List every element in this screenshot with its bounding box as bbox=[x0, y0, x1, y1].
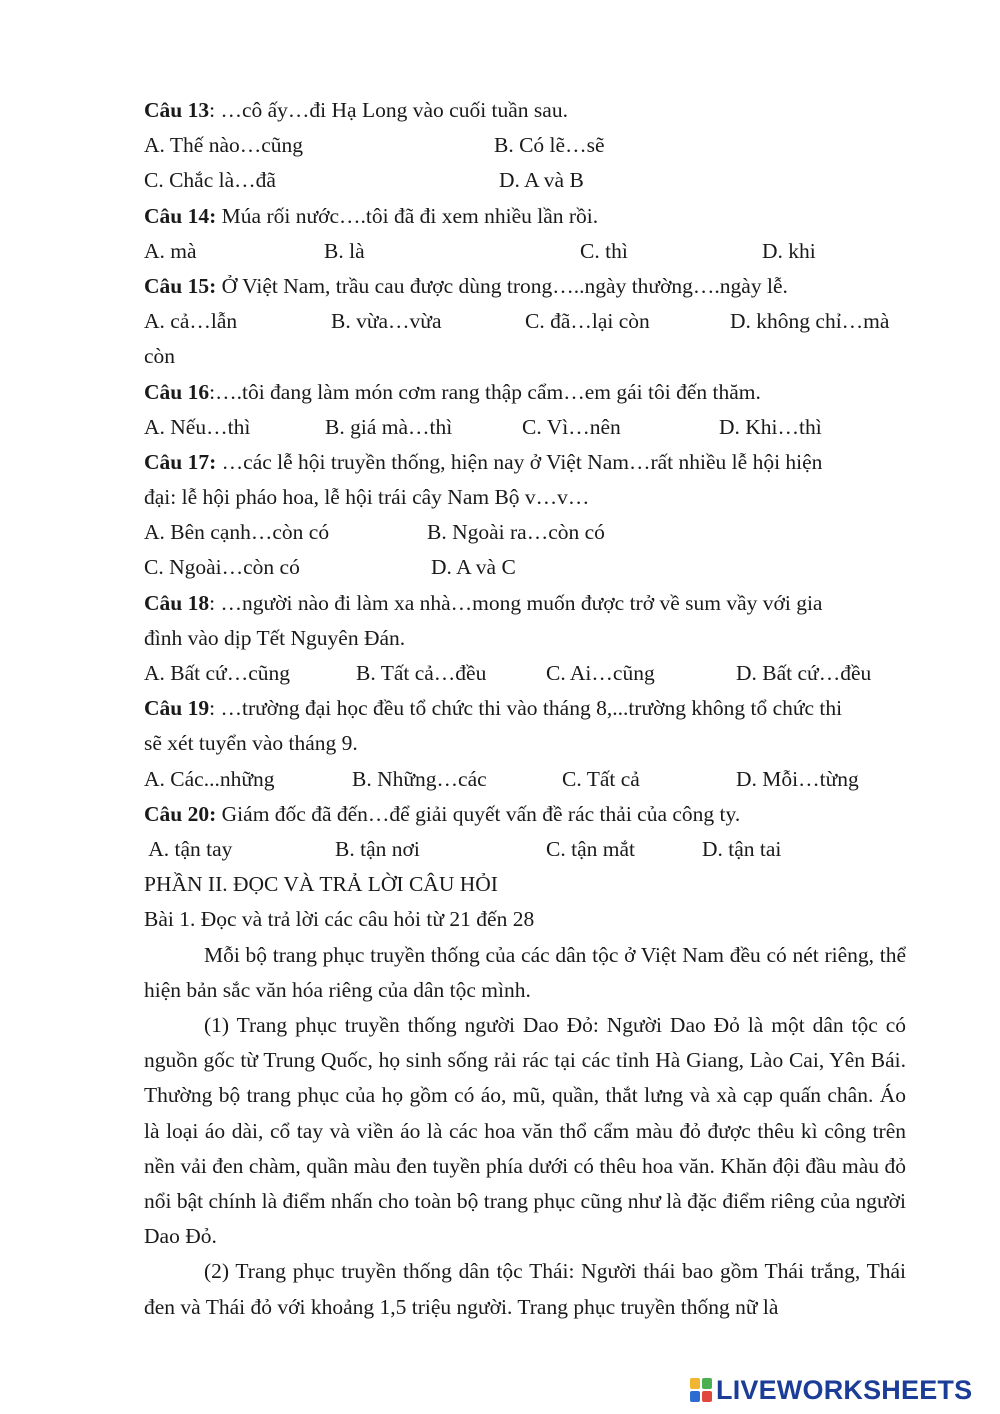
question-number: Câu 20: bbox=[144, 801, 217, 826]
option-b[interactable]: B. Ngoài ra…còn có bbox=[427, 520, 605, 545]
option-b[interactable]: B. là bbox=[324, 238, 365, 263]
option-a[interactable]: A. mà bbox=[144, 238, 197, 263]
option-c[interactable]: C. Tất cả bbox=[562, 766, 640, 791]
question-19: Câu 19: …trường đại học đều tổ chức thi vào tháng 8,...trường không tổ chức thi bbox=[144, 696, 843, 721]
question-text: …cô ấy…đi Hạ Long vào cuối tuần sau. bbox=[215, 98, 568, 122]
option-c[interactable]: C. Chắc là…đã bbox=[144, 168, 276, 193]
exercise-title: Bài 1. Đọc và trả lời các câu hỏi từ 21 đến 28 bbox=[144, 907, 535, 932]
option-b[interactable]: B. giá mà…thì bbox=[325, 414, 453, 439]
options-row bbox=[144, 762, 906, 797]
question-number: Câu 13 bbox=[144, 98, 210, 122]
option-a[interactable]: A. tận tay bbox=[144, 836, 233, 861]
question-text: …người nào đi làm xa nhà…mong muốn được trở về sum vầy với gia bbox=[215, 590, 823, 615]
question-16: Câu 16:….tôi đang làm món cơm rang thập cẩm…em gái tôi đến thăm. bbox=[144, 379, 761, 404]
option-b[interactable]: B. Có lẽ…sẽ bbox=[494, 133, 605, 158]
option-d[interactable]: D. Bất cứ…đều bbox=[736, 661, 872, 685]
question-17 bbox=[144, 445, 906, 480]
option-c[interactable]: C. tận mắt bbox=[546, 836, 635, 861]
question-14 bbox=[144, 199, 906, 234]
question-text: Ở Việt Nam, trầu cau được dùng trong…..ngày thường….ngày lễ. bbox=[216, 273, 788, 298]
option-b[interactable]: B. tận nơi bbox=[335, 836, 420, 861]
question-number: Câu 18 bbox=[144, 590, 210, 615]
reading-paragraph-1: (1) Trang phục truyền thống người Dao Đỏ: Người Dao Đỏ là một dân tộc có nguồn gốc từ Trung Quốc, họ sinh sống rải rác tại các tỉnh Hà Giang, Lào Cai, Yên Bái. Thường bộ trang phục của họ gồm có áo, mũ, quần, thắt lưng và xà cạp quấn chân. Áo là loại áo dài, cổ tay và viền áo là các hoa văn thổ cẩm màu đỏ được thêu kì công trên nền vải đen chàm, quần màu đen tuyền phía dưới có thêu hoa văn. Khăn đội đầu màu đỏ nổi bật chính là điểm nhấn cho toàn bộ trang phục cũng như là đặc điểm riêng của người Dao Đỏ. bbox=[144, 1012, 906, 1249]
liveworksheets-logo bbox=[690, 1375, 972, 1405]
logo-text: LIVEWORKSHEETS bbox=[716, 1374, 973, 1405]
options-row bbox=[144, 163, 906, 198]
options-row bbox=[144, 234, 906, 269]
option-d-continued: còn bbox=[144, 344, 176, 369]
option-a[interactable]: A. cả…lẫn bbox=[144, 309, 238, 334]
section-title: PHẦN II. ĐỌC VÀ TRẢ LỜI CÂU HỎI bbox=[144, 872, 498, 897]
question-text: ….tôi đang làm món cơm rang thập cẩm…em gái tôi đến thăm. bbox=[215, 379, 761, 404]
question-number: Câu 14: bbox=[144, 203, 217, 228]
options-row bbox=[144, 410, 906, 445]
question-number: Câu 19 bbox=[144, 696, 210, 721]
options-row bbox=[144, 304, 906, 339]
option-d[interactable]: D. không chỉ…mà bbox=[730, 309, 890, 334]
question-text-continued: đình vào dịp Tết Nguyên Đán. bbox=[144, 625, 406, 650]
option-b[interactable]: B. Những…các bbox=[352, 766, 487, 791]
logo-mark-icon bbox=[690, 1378, 712, 1402]
options-row bbox=[144, 550, 906, 585]
option-d[interactable]: D. A và C bbox=[431, 555, 516, 580]
question-13: Câu 13: …cô ấy…đi Hạ Long vào cuối tuần sau. bbox=[144, 98, 568, 122]
option-b[interactable]: B. Tất cả…đều bbox=[356, 661, 487, 685]
question-text: Múa rối nước….tôi đã đi xem nhiều lần rồi. bbox=[216, 203, 599, 228]
question-text-continued: đại: lễ hội pháo hoa, lễ hội trái cây Nam Bộ v…v… bbox=[144, 485, 590, 510]
options-row bbox=[144, 128, 906, 163]
option-d[interactable]: D. khi bbox=[762, 238, 816, 263]
option-c[interactable]: C. Ngoài…còn có bbox=[144, 555, 300, 580]
option-d[interactable]: D. A và B bbox=[499, 168, 584, 193]
question-text: Giám đốc đã đến…để giải quyết vấn đề rác thải của công ty. bbox=[216, 801, 741, 826]
option-b[interactable]: B. vừa…vừa bbox=[331, 309, 442, 334]
question-text-continued: sẽ xét tuyển vào tháng 9. bbox=[144, 731, 358, 756]
option-a[interactable]: A. Thế nào…cũng bbox=[144, 133, 304, 158]
question-number: Câu 17: bbox=[144, 449, 217, 474]
question-18: Câu 18: …người nào đi làm xa nhà…mong muốn được trở về sum vầy với gia bbox=[144, 590, 823, 615]
question-number: Câu 15: bbox=[144, 273, 217, 298]
option-d[interactable]: D. Khi…thì bbox=[719, 414, 822, 439]
question-text: …trường đại học đều tổ chức thi vào tháng 8,...trường không tổ chức thi bbox=[215, 696, 843, 721]
question-20 bbox=[144, 797, 906, 832]
options-row bbox=[144, 656, 906, 691]
option-d[interactable]: D. Mỗi…từng bbox=[736, 766, 859, 791]
question-text: …các lễ hội truyền thống, hiện nay ở Việt Nam…rất nhiều lễ hội hiện bbox=[216, 449, 823, 474]
reading-paragraph-intro: Mỗi bộ trang phục truyền thống của các dân tộc ở Việt Nam đều có nét riêng, thể hiện bản sắc văn hóa riêng của dân tộc mình. bbox=[144, 942, 906, 1002]
option-c[interactable]: C. Vì…nên bbox=[522, 414, 621, 439]
option-a[interactable]: A. Nếu…thì bbox=[144, 414, 251, 439]
option-a[interactable]: A. Bên cạnh…còn có bbox=[144, 520, 330, 545]
option-c[interactable]: C. thì bbox=[580, 238, 628, 263]
option-c[interactable]: C. Ai…cũng bbox=[546, 661, 655, 685]
option-c[interactable]: C. đã…lại còn bbox=[525, 309, 650, 334]
question-number: Câu 16 bbox=[144, 379, 210, 404]
options-row bbox=[144, 832, 906, 867]
worksheet-page bbox=[144, 93, 906, 1325]
option-a[interactable]: A. Các...những bbox=[144, 766, 275, 791]
option-a[interactable]: A. Bất cứ…cũng bbox=[144, 661, 290, 685]
option-d[interactable]: D. tận tai bbox=[702, 836, 782, 861]
question-15 bbox=[144, 269, 906, 304]
reading-paragraph-2: (2) Trang phục truyền thống dân tộc Thái: Người thái bao gồm Thái trắng, Thái đen và Thái đỏ với khoảng 1,5 triệu người. Trang phục truyền thống nữ là bbox=[144, 1259, 906, 1319]
options-row bbox=[144, 515, 906, 550]
